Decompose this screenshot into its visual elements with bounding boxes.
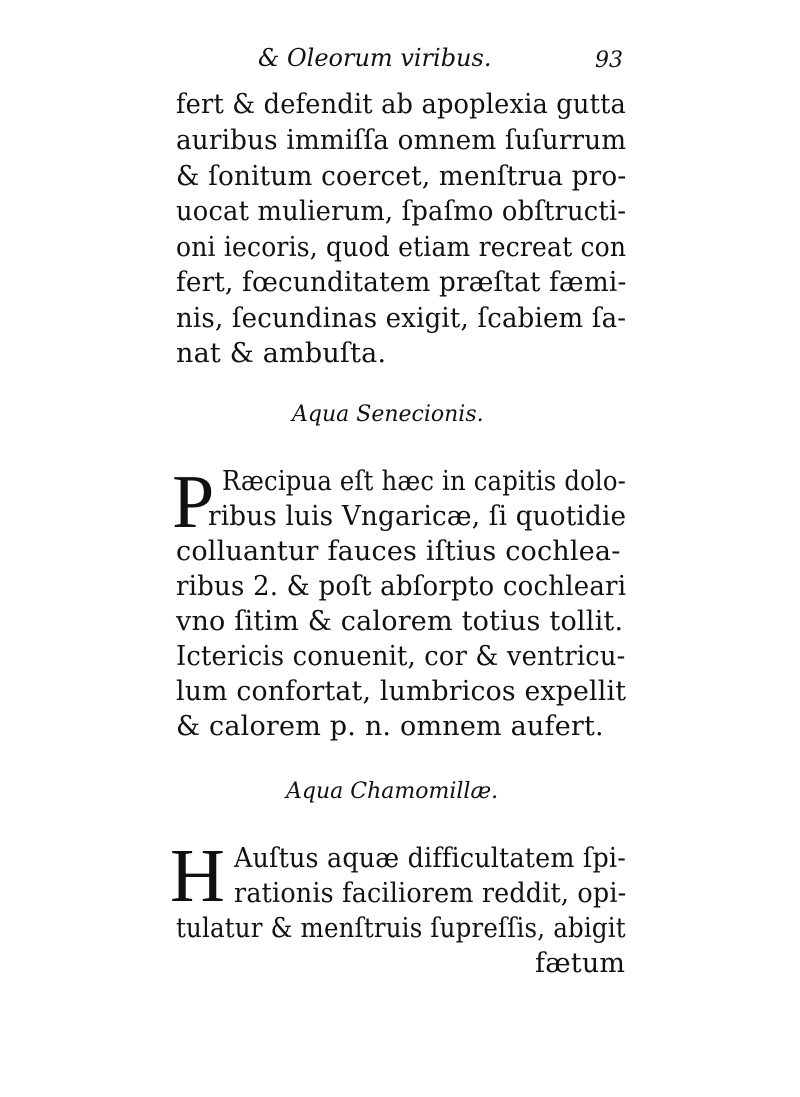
text-line: colluantur fauces iſtius cochlea-: [176, 536, 621, 567]
text-line: Ræcipua eſt hæc in capitis dolo-: [222, 466, 627, 497]
text-line: Ictericis conuenit, cor & ventricu-: [176, 641, 626, 672]
text-line: fert, fœcunditatem præſtat fæmi-: [176, 267, 627, 298]
section-heading: Aqua Chamomillæ.: [286, 779, 499, 804]
text-line: uocat mulierum, ſpaſmo obſtructi-: [176, 196, 627, 227]
text-line: & calorem p. n. omnem aufert.: [176, 711, 604, 742]
text-line: vno ſitim & calorem totius tollit.: [176, 606, 624, 637]
text-line: nis, ſecundinas exigit, ſcabiem ſa-: [176, 303, 627, 334]
text-line: ribus 2. & poſt abſorpto cochleari: [176, 571, 627, 602]
drop-cap: H: [170, 834, 225, 918]
text-line: lum confortat, lumbricos expellit: [176, 676, 627, 707]
drop-cap: P: [172, 460, 215, 544]
text-line: rationis faciliorem reddit, opi-: [234, 878, 627, 909]
text-line: tulatur & menſtruis ſupreſſis, abigit: [176, 913, 626, 944]
section-heading: Aqua Senecionis.: [292, 402, 484, 427]
text-line: fert & defendit ab apoplexia gutta: [176, 89, 627, 120]
catchword: fætum: [535, 948, 626, 979]
page-number: 93: [595, 48, 623, 73]
text-line: Auſtus aquæ difficultatem ſpi-: [234, 843, 626, 874]
text-line: nat & ambuſta.: [176, 338, 387, 369]
text-line: oni iecoris, quod etiam recreat con: [176, 232, 627, 263]
text-line: auribus immiſſa omnem ſuſurrum: [176, 125, 627, 156]
text-line: & ſonitum coercet, menſtrua pro-: [176, 161, 627, 192]
text-line: ribus luis Vngaricæ, ſi quotidie: [208, 501, 627, 532]
running-title: & Oleorum viribus.: [258, 44, 492, 72]
